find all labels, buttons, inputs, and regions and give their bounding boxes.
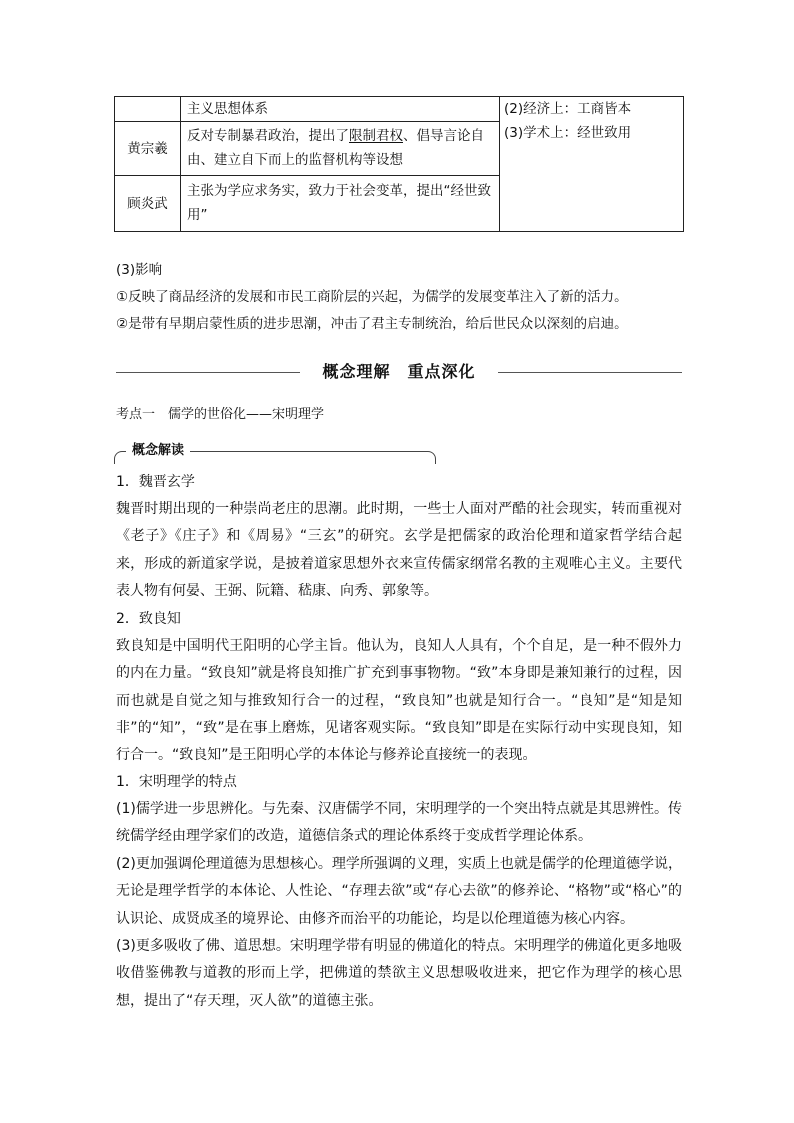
- feature-3: (3)更多吸收了佛、道思想。宋明理学带有明显的佛道化的特点。宋明理学的佛道化更多地吸收借鉴佛教与道教的形而上学，把佛道的禁欲主义思想吸收进来，把它作为理学的核心思想，提出了“存天理，灭人欲”的道德主张。: [116, 938, 682, 1009]
- section-banner: [116, 358, 682, 386]
- features-title: 1．宋明理学的特点: [116, 774, 237, 790]
- concept-box: [114, 440, 436, 464]
- feature-1: (1)儒学进一步思辨化。与先秦、汉唐儒学不同，宋明理学的一个突出特点就是其思辨性。传统儒学经由理学家们的改造，道德信条式的理论体系终于变成哲学理论体系。: [116, 801, 682, 845]
- concept-1-body: 魏晋时期出现的一种崇尚老庄的思潮。此时期，一些士人面对严酷的社会现实，转而重视对《老子》《庄子》和《周易》“三玄”的研究。玄学是把儒家的政治伦理和道家哲学结合起来，形成的新道家学说，是披着道家思想外衣来宣传儒家纲常名教的主观唯心主义。主要代表人物有何晏、王弼、阮籍、嵇康、向秀、郭象等。: [116, 501, 682, 599]
- thinker-idea-cell: 主义思想体系: [181, 97, 500, 122]
- thinker-idea-cell: [181, 122, 500, 176]
- summary-economy: (2)经济上：工商皆本: [504, 101, 632, 117]
- summary-academic: (3)学术上：经世致用: [504, 125, 632, 141]
- concept-box-label: 概念解读: [126, 440, 190, 462]
- underlined-keyword: 限制君权: [349, 128, 403, 144]
- idea-text: 反对专制暴君政治，提出了: [187, 128, 349, 144]
- thinker-idea-cell: 主张为学应求务实，致力于社会变革，提出“经世致用”: [181, 176, 500, 232]
- table-row: [115, 97, 684, 122]
- concept-2-title: 2．致良知: [116, 611, 181, 627]
- thinker-name-cell: [115, 97, 181, 122]
- influence-point-1: ①反映了商品经济的发展和市民工商阶层的兴起，为儒学的发展变革注入了新的活力。: [116, 289, 628, 305]
- banner-title: 概念理解 重点深化: [322, 362, 476, 381]
- thinkers-table: [114, 96, 684, 232]
- concept-2-body: 致良知是中国明代王阳明的心学主旨。他认为，良知人人具有，个个自足，是一种不假外力的内在力量。“致良知”就是将良知推广扩充到事事物物。“致”本身即是兼知兼行的过程，因而也就是自觉之知与推致知行合一的过程，“致良知”也就是知行合一。“良知”是“知是知非”的“知”，“致”是在事上磨炼，见诸客观实际。“致良知”即是在实际行动中实现良知，知行合一。“致良知”是王阳明心学的本体论与修养论直接统一的表现。: [116, 638, 682, 764]
- thinker-name-cell: 黄宗羲: [115, 122, 181, 176]
- kaodian-title: 考点一 儒学的世俗化——宋明理学: [116, 407, 325, 422]
- influence-point-2: ②是带有早期启蒙性质的进步思潮，冲击了君主专制统治，给后世民众以深刻的启迪。: [116, 316, 628, 332]
- thinker-name-cell: 顾炎武: [115, 176, 181, 232]
- feature-2: (2)更加强调伦理道德为思想核心。理学所强调的义理，实质上也就是儒学的伦理道德学说，无论是理学哲学的本体论、人性论、“存理去欲”或“存心去欲”的修养论、“格物”或“格心”的认识论、成贤成圣的境界论、由修齐而治平的功能论，均是以伦理道德为核心内容。: [116, 856, 682, 927]
- idea-text: 、倡导言论自由、建立自下而上的监督机构等设想: [187, 128, 484, 168]
- concept-1-title: 1．魏晋玄学: [116, 474, 195, 490]
- influence-heading: (3)影响: [116, 262, 163, 278]
- banner-divider-right: [498, 372, 682, 373]
- summary-cell: [500, 97, 684, 232]
